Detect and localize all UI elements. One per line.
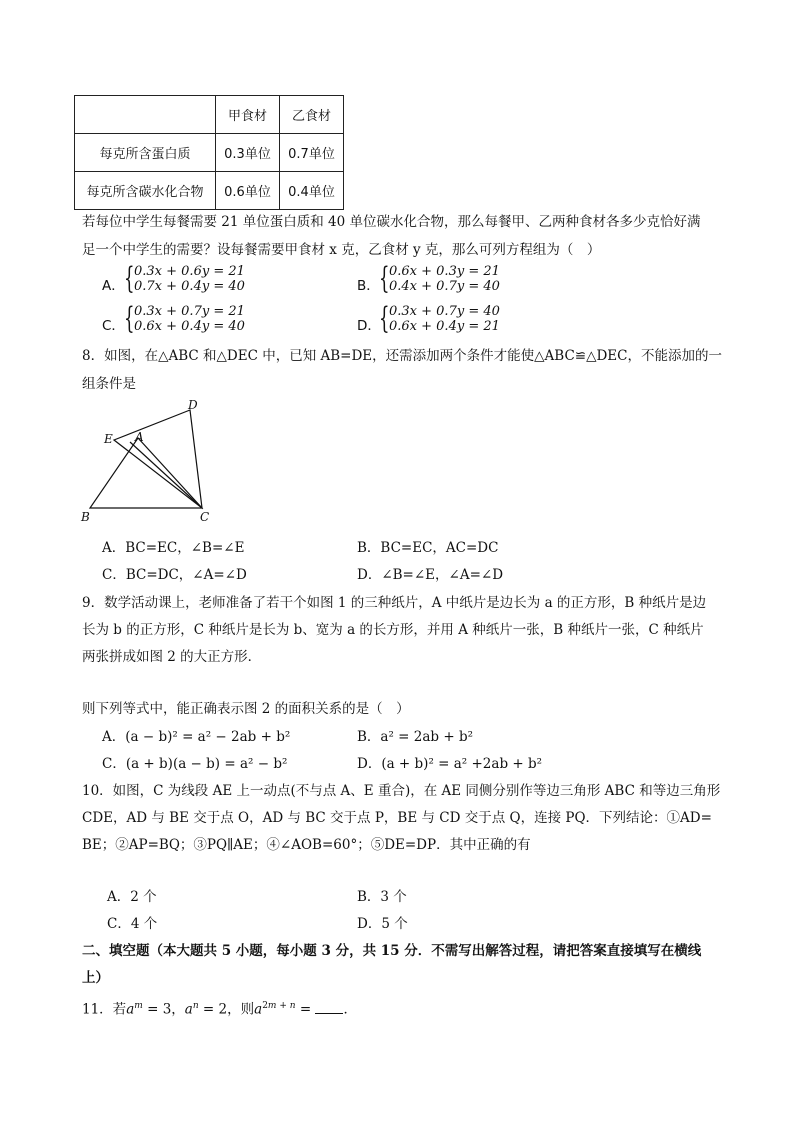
- table-cell: 0.6单位: [216, 172, 280, 210]
- equation: 0.6x + 0.3y = 21: [389, 264, 500, 279]
- q10-line1: 10．如图，C 为线段 AE 上一动点(不与点 A、E 重合)，在 AE 同侧分别作等边三角形 ABC 和等边三角形: [82, 783, 721, 799]
- q11-prefix: 11．若: [82, 1001, 127, 1018]
- q9-option-d: D．(a + b)² = a² +2ab + b²: [357, 756, 543, 772]
- table-cell: 每克所含碳水化合物: [75, 172, 216, 210]
- equation: 0.7x + 0.4y = 40: [134, 279, 245, 294]
- table-cell: 乙食材: [280, 96, 344, 134]
- q9-line4: 则下列等式中，能正确表示图 2 的面积关系的是（ ）: [82, 701, 410, 717]
- q9-option-a: A．(a − b)² = a² − 2ab + b²: [102, 729, 291, 745]
- q11-line: 11．若$a^m = 3$，$a^n = 2$，则$a^{2m + n}$ = ．: [82, 1001, 357, 1018]
- section-heading: 二、填空题（本大题共 5 小题，每小题 3 分，共 15 分．不需写出解答过程，请把答案直接填写在横线: [82, 943, 702, 959]
- q10-option-c: C．4 个: [107, 916, 158, 932]
- q9-option-b: B．a² = 2ab + b²: [357, 729, 474, 745]
- table-cell: 0.3单位: [216, 134, 280, 172]
- equation: 0.6x + 0.4y = 21: [389, 319, 500, 334]
- option-label: A．: [102, 278, 125, 294]
- q8-triangle-figure: [78, 398, 218, 528]
- table-cell: 0.7单位: [280, 134, 344, 172]
- food-nutrition-table: [74, 95, 344, 210]
- q11-answer-blank[interactable]: [315, 1001, 343, 1014]
- q10-line2: CDE，AD 与 BE 交于点 O，AD 与 BC 交于点 P，BE 与 CD 交于点 Q，连接 PQ．下列结论：①AD=: [82, 810, 712, 826]
- table-cell: [75, 96, 216, 134]
- equation: 0.4x + 0.7y = 40: [389, 279, 500, 294]
- q7-line2: 足一个中学生的需要？设每餐需要甲食材 x 克，乙食材 y 克，那么可列方程组为（ ）: [82, 242, 601, 258]
- table-cell: 甲食材: [216, 96, 280, 134]
- table-cell: 每克所含蛋白质: [75, 134, 216, 172]
- q8-option-a: A．BC=EC，∠B=∠E: [102, 540, 245, 556]
- q8-option-b: B．BC=EC，AC=DC: [357, 540, 499, 556]
- table-header-row: [75, 96, 344, 134]
- q11-sep: ，: [171, 1001, 185, 1018]
- brace-icon: {: [124, 261, 135, 296]
- label-d: D: [188, 398, 198, 412]
- q10-line3: BE；②AP=BQ；③PQ∥AE；④∠AOB=60°；⑤DE=DP．其中正确的有: [82, 837, 531, 853]
- q8-line2: 组条件是: [82, 376, 136, 392]
- q9-option-c: C．(a + b)(a − b) = a² − b²: [102, 756, 288, 772]
- brace-icon: {: [379, 261, 390, 296]
- q8-option-c: C．BC=DC，∠A=∠D: [102, 567, 247, 583]
- label-e: E: [104, 432, 113, 446]
- equation: 0.6x + 0.4y = 40: [134, 319, 245, 334]
- q8-option-d: D．∠B=∠E，∠A=∠D: [357, 567, 504, 583]
- option-label: D．: [357, 318, 381, 334]
- q10-option-a: A．2 个: [107, 889, 157, 905]
- triangle-abc: [90, 438, 202, 508]
- q8-line1: 8．如图，在△ABC 和△DEC 中，已知 AB=DE，还需添加两个条件才能使△ABC≌△DEC，不能添加的一: [82, 348, 722, 364]
- q10-option-d: D．5 个: [357, 916, 408, 932]
- label-c: C: [200, 510, 210, 524]
- q9-line2: 长为 b 的正方形，C 种纸片是长为 b、宽为 a 的长方形，并用 A 种纸片一张，B 种纸片一张，C 种纸片: [82, 622, 704, 638]
- q9-line3: 两张拼成如图 2 的大正方形．: [82, 649, 262, 665]
- q9-line1: 9．数学活动课上，老师准备了若干个如图 1 的三种纸片，A 中纸片是边长为 a 的正方形，B 种纸片是边: [82, 595, 707, 611]
- brace-icon: {: [379, 301, 390, 336]
- q11-then: ，则: [227, 1001, 255, 1018]
- equation: 0.3x + 0.7y = 40: [389, 304, 500, 319]
- table-row: [75, 172, 344, 210]
- q10-option-b: B．3 个: [357, 889, 407, 905]
- option-label: B．: [357, 278, 380, 294]
- equation: 0.3x + 0.7y = 21: [134, 304, 245, 319]
- label-b: B: [81, 510, 90, 524]
- q11-suffix: ．: [343, 1001, 357, 1018]
- section-heading-cont: 上）: [82, 970, 109, 986]
- table-row: [75, 134, 344, 172]
- q7-line1: 若每位中学生每餐需要 21 单位蛋白质和 40 单位碳水化合物，那么每餐甲、乙两种食材各多少克恰好满: [82, 214, 701, 230]
- label-a: A: [135, 430, 144, 444]
- brace-icon: {: [124, 301, 135, 336]
- table-cell: 0.4单位: [280, 172, 344, 210]
- option-label: C．: [102, 318, 125, 334]
- equation: 0.3x + 0.6y = 21: [134, 264, 245, 279]
